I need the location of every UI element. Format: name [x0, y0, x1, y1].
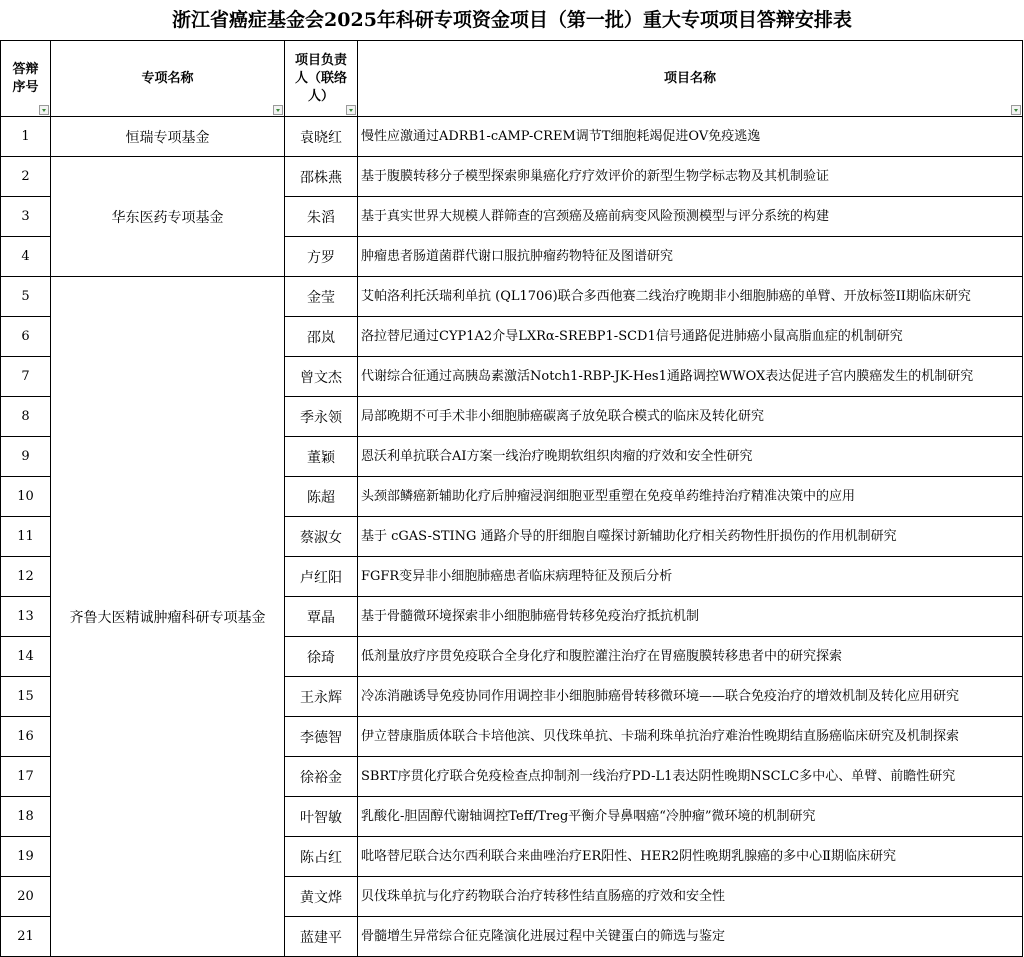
project-cell: 头颈部鳞癌新辅助化疗后肿瘤浸润细胞亚型重塑在免疫单药维持治疗精准决策中的应用 [358, 477, 1023, 517]
person-cell: 叶智敏 [285, 797, 358, 837]
person-cell: 董颖 [285, 437, 358, 477]
project-cell: 局部晚期不可手术非小细胞肺癌碳离子放免联合模式的临床及转化研究 [358, 397, 1023, 437]
person-cell: 袁晓红 [285, 117, 358, 157]
person-cell: 方罗 [285, 237, 358, 277]
filter-dropdown-icon[interactable] [1011, 105, 1021, 115]
seq-cell: 13 [1, 597, 51, 637]
fund-cell: 齐鲁大医精诚肿瘤科研专项基金 [51, 277, 285, 957]
project-cell: 洛拉替尼通过CYP1A2介导LXRα-SREBP1-SCD1信号通路促进肺癌小鼠高脂血症的机制研究 [358, 317, 1023, 357]
filter-dropdown-icon[interactable] [273, 105, 283, 115]
seq-cell: 8 [1, 397, 51, 437]
project-cell: 乳酸化-胆固醇代谢轴调控Teff/Treg平衡介导鼻咽癌“冷肿瘤”微环境的机制研究 [358, 797, 1023, 837]
person-cell: 卢红阳 [285, 557, 358, 597]
header-seq [1, 41, 51, 117]
project-cell: 艾帕洛利托沃瑞利单抗 (QL1706)联合多西他赛二线治疗晚期非小细胞肺癌的单臂、开放标签II期临床研究 [358, 277, 1023, 317]
seq-cell: 9 [1, 437, 51, 477]
seq-cell: 10 [1, 477, 51, 517]
person-cell: 陈超 [285, 477, 358, 517]
project-cell: 低剂量放疗序贯免疫联合全身化疗和腹腔灌注治疗在胃癌腹膜转移患者中的研究探索 [358, 637, 1023, 677]
filter-dropdown-icon[interactable] [346, 105, 356, 115]
project-cell: 伊立替康脂质体联合卡培他滨、贝伐珠单抗、卡瑞利珠单抗治疗难治性晚期结直肠癌临床研究及机制探索 [358, 717, 1023, 757]
project-cell: 冷冻消融诱导免疫协同作用调控非小细胞肺癌骨转移微环境——联合免疫治疗的增效机制及转化应用研究 [358, 677, 1023, 717]
seq-cell: 6 [1, 317, 51, 357]
person-cell: 邵岚 [285, 317, 358, 357]
person-cell: 邵株燕 [285, 157, 358, 197]
person-cell: 徐琦 [285, 637, 358, 677]
seq-cell: 20 [1, 877, 51, 917]
page-title: 浙江省癌症基金会2025年科研专项资金项目（第一批）重大专项项目答辩安排表 [172, 9, 852, 31]
project-cell: 基于腹膜转移分子模型探索卵巢癌化疗疗效评价的新型生物学标志物及其机制验证 [358, 157, 1023, 197]
header-person-label: 项目负责人（联络人） [294, 52, 347, 104]
seq-cell: 18 [1, 797, 51, 837]
person-cell: 金莹 [285, 277, 358, 317]
header-person [285, 41, 358, 117]
header-fund-label: 专项名称 [141, 70, 194, 86]
project-cell: 代谢综合征通过高胰岛素激活Notch1-RBP-JK-Hes1通路调控WWOX表达促进子宫内膜癌发生的机制研究 [358, 357, 1023, 397]
seq-cell: 21 [1, 917, 51, 957]
seq-cell: 15 [1, 677, 51, 717]
seq-cell: 1 [1, 117, 51, 157]
person-cell: 蔡淑女 [285, 517, 358, 557]
fund-cell: 华东医药专项基金 [51, 157, 285, 277]
header-project [358, 41, 1023, 117]
filter-dropdown-icon[interactable] [39, 105, 49, 115]
seq-cell: 2 [1, 157, 51, 197]
table-row [1, 277, 1023, 317]
project-cell: 吡咯替尼联合达尔西利联合来曲唑治疗ER阳性、HER2阴性晚期乳腺癌的多中心Ⅱ期临床研究 [358, 837, 1023, 877]
schedule-table [0, 40, 1023, 957]
header-seq-label: 答辩序号 [12, 61, 39, 95]
project-cell: 骨髓增生异常综合征克隆演化进展过程中关键蛋白的筛选与鉴定 [358, 917, 1023, 957]
seq-cell: 4 [1, 237, 51, 277]
seq-cell: 17 [1, 757, 51, 797]
project-cell: 贝伐珠单抗与化疗药物联合治疗转移性结直肠癌的疗效和安全性 [358, 877, 1023, 917]
person-cell: 覃晶 [285, 597, 358, 637]
person-cell: 李德智 [285, 717, 358, 757]
table-row [1, 157, 1023, 197]
person-cell: 陈占红 [285, 837, 358, 877]
seq-cell: 7 [1, 357, 51, 397]
seq-cell: 5 [1, 277, 51, 317]
seq-cell: 11 [1, 517, 51, 557]
person-cell: 王永辉 [285, 677, 358, 717]
header-fund [51, 41, 285, 117]
project-cell: 基于 cGAS-STING 通路介导的肝细胞自噬探讨新辅助化疗相关药物性肝损伤的作用机制研究 [358, 517, 1023, 557]
person-cell: 蓝建平 [285, 917, 358, 957]
seq-cell: 12 [1, 557, 51, 597]
seq-cell: 14 [1, 637, 51, 677]
fund-cell: 恒瑞专项基金 [51, 117, 285, 157]
seq-cell: 19 [1, 837, 51, 877]
project-cell: 基于真实世界大规模人群筛查的宫颈癌及癌前病变风险预测模型与评分系统的构建 [358, 197, 1023, 237]
seq-cell: 16 [1, 717, 51, 757]
project-cell: SBRT序贯化疗联合免疫检查点抑制剂一线治疗PD-L1表达阴性晚期NSCLC多中心、单臂、前瞻性研究 [358, 757, 1023, 797]
project-cell: 恩沃利单抗联合AI方案一线治疗晚期软组织肉瘤的疗效和安全性研究 [358, 437, 1023, 477]
person-cell: 曾文杰 [285, 357, 358, 397]
project-cell: FGFR变异非小细胞肺癌患者临床病理特征及预后分析 [358, 557, 1023, 597]
project-cell: 基于骨髓微环境探索非小细胞肺癌骨转移免疫治疗抵抗机制 [358, 597, 1023, 637]
header-project-label: 项目名称 [663, 70, 716, 86]
seq-cell: 3 [1, 197, 51, 237]
person-cell: 黄文烨 [285, 877, 358, 917]
project-cell: 肿瘤患者肠道菌群代谢口服抗肿瘤药物特征及图谱研究 [358, 237, 1023, 277]
header-row [1, 41, 1023, 117]
person-cell: 季永领 [285, 397, 358, 437]
project-cell: 慢性应激通过ADRB1-cAMP-CREM调节T细胞耗竭促进OV免疫逃逸 [358, 117, 1023, 157]
person-cell: 徐裕金 [285, 757, 358, 797]
table-row [1, 117, 1023, 157]
person-cell: 朱滔 [285, 197, 358, 237]
